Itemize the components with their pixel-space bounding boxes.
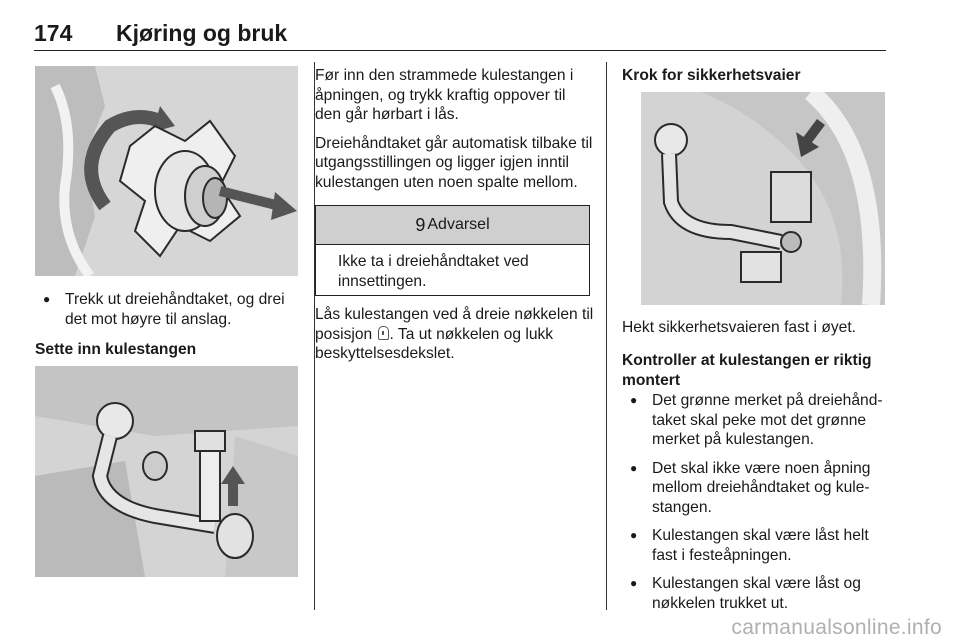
- section-heading-insert: Sette inn kulestangen: [35, 341, 197, 358]
- column-divider-2: [606, 62, 607, 610]
- figure-insert-ballbar: [35, 366, 298, 577]
- col3-bullet-list: [622, 391, 890, 622]
- list-item: ● Kulestangen skal være låst helt fast i festeåpningen.: [622, 526, 890, 565]
- section-heading-safety-hook: Krok for sikkerhetsvaier: [622, 67, 801, 84]
- list-item: ● Trekk ut dreiehåndtaket, og drei det mot høyre til anslag.: [35, 290, 300, 329]
- page-number: 174: [34, 20, 73, 46]
- key-lock-icon: [378, 326, 389, 340]
- lock-text-end: . Ta ut nøkkelen og lukk beskyttelsesdekslet.: [315, 325, 554, 362]
- col2-text-top: [315, 66, 595, 201]
- page-header: [34, 18, 886, 51]
- section-heading-check-mount: Kontroller at kulestangen er riktig montert: [622, 352, 872, 389]
- lock-text-start: Lås kulestangen ved å dreie nøkkelen til posisjon: [315, 306, 594, 343]
- warning-title: Advarsel: [427, 216, 490, 233]
- page-title: Kjøring og bruk: [116, 20, 288, 46]
- list-item: ● Det skal ikke være noen åpning mellom dreiehåndtaket og kulestangen.: [622, 459, 890, 518]
- warning-header: [316, 206, 589, 245]
- paragraph-insert-bar: Før inn den strammede kulestangen i åpningen, og trykk kraftig oppover til den går hørbart i lås.: [315, 67, 574, 123]
- list-item: ● Kulestangen skal være låst og nøkkelen trukket ut.: [622, 574, 890, 613]
- watermark: carmanualsonline.info: [731, 616, 942, 639]
- col3-text-hook: [622, 318, 887, 347]
- paragraph-handle-return: Dreiehåndtaket går automatisk tilbake til utgangsstillingen og ligger igjen inntil kulestangen uten noen spalte mellom.: [315, 134, 593, 191]
- figure-safety-hook: [641, 92, 885, 305]
- list-item: ● Det grønne merket på dreiehåndtaket skal peke mot det grønne merket på kulestangen.: [622, 391, 890, 450]
- figure-knob-pullout: [35, 66, 298, 276]
- warning-box: [315, 205, 590, 296]
- col1-bullet-list: [35, 290, 300, 338]
- paragraph-lock-key: [315, 305, 595, 364]
- paragraph-hook-cable: Hekt sikkerhetsvaieren fast i øyet.: [622, 319, 856, 336]
- col2-text-bottom: [315, 305, 595, 373]
- warning-icon: 9: [415, 214, 426, 235]
- warning-text: Ikke ta i dreiehåndtaket ved innsettingen.: [338, 253, 529, 290]
